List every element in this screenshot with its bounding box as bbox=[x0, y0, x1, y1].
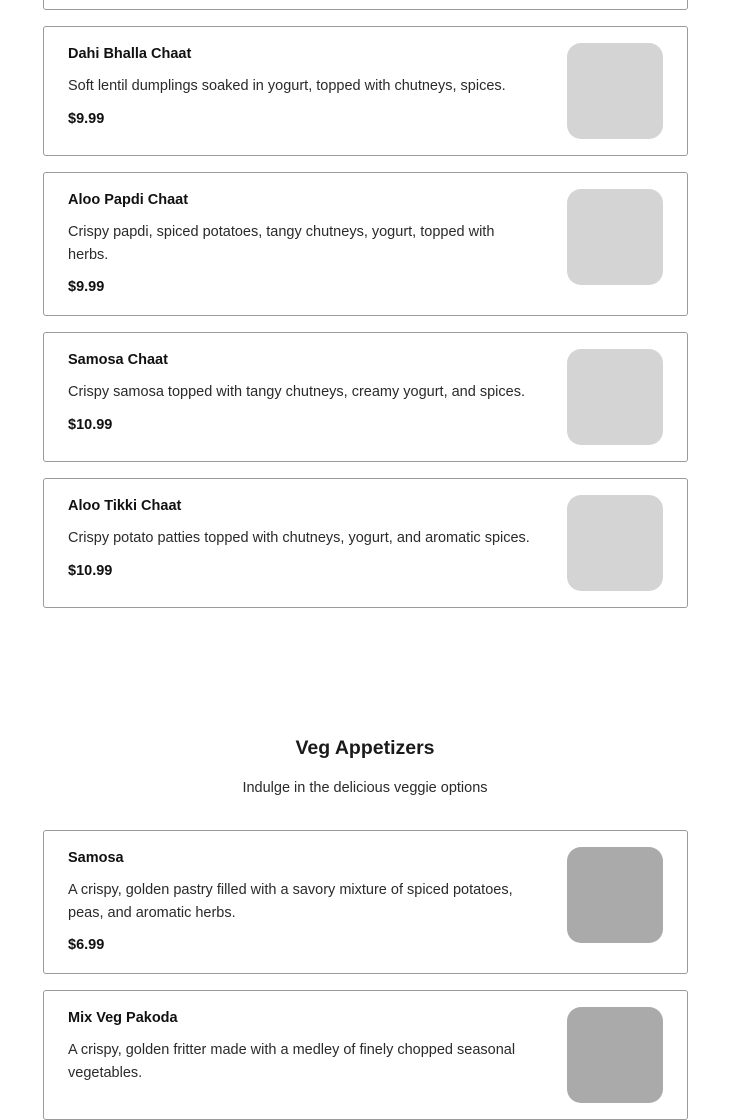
menu-item-image-placeholder bbox=[567, 349, 663, 445]
menu-item-name: Aloo Papdi Chaat bbox=[68, 192, 189, 208]
menu-item-name: Dahi Bhalla Chaat bbox=[68, 46, 192, 62]
section-title: Veg Appetizers bbox=[295, 737, 435, 759]
menu-item-price: $10.99 bbox=[68, 562, 113, 579]
menu-item-details bbox=[68, 497, 538, 580]
menu-item-price: $9.99 bbox=[68, 110, 105, 127]
menu-item-image-placeholder bbox=[567, 189, 663, 285]
menu-item-details bbox=[68, 1009, 538, 1084]
menu-item-image-placeholder bbox=[567, 495, 663, 591]
menu-item-price: $9.99 bbox=[68, 279, 105, 295]
menu-item-card[interactable] bbox=[43, 478, 688, 608]
menu-item-image-placeholder bbox=[567, 847, 663, 943]
menu-item-description: Soft lentil dumplings soaked in yogurt, topped with chutneys, spices. bbox=[68, 78, 506, 94]
menu-item-card-previous[interactable] bbox=[43, 0, 688, 10]
menu-item-description: Crispy samosa topped with tangy chutneys, creamy yogurt, and spices. bbox=[68, 384, 525, 400]
menu-item-name: Samosa bbox=[68, 850, 124, 866]
menu-item-card[interactable] bbox=[43, 332, 688, 462]
menu-item-image-placeholder bbox=[567, 1007, 663, 1103]
menu-item-details bbox=[68, 849, 538, 954]
menu-item-card[interactable] bbox=[43, 830, 688, 974]
menu-item-card[interactable] bbox=[43, 172, 688, 316]
menu-item-details bbox=[68, 351, 538, 434]
menu-item-details bbox=[68, 191, 538, 296]
menu-item-name: Aloo Tikki Chaat bbox=[68, 498, 182, 514]
menu-item-name: Mix Veg Pakoda bbox=[68, 1010, 178, 1026]
menu-item-description: Crispy potato patties topped with chutneys, yogurt, and aromatic spices. bbox=[68, 530, 530, 546]
menu-item-card[interactable] bbox=[43, 990, 688, 1120]
menu-item-description: Crispy papdi, spiced potatoes, tangy chutneys, yogurt, topped with herbs. bbox=[68, 224, 495, 263]
menu-item-price: $6.99 bbox=[68, 937, 105, 953]
menu-item-description: A crispy, golden pastry filled with a savory mixture of spiced potatoes, peas, and aromatic herbs. bbox=[68, 882, 513, 921]
menu-item-card[interactable] bbox=[43, 26, 688, 156]
menu-item-image-placeholder bbox=[567, 43, 663, 139]
menu-item-price: $10.99 bbox=[68, 416, 113, 433]
menu-item-description: A crispy, golden fritter made with a medley of finely chopped seasonal vegetables. bbox=[68, 1042, 516, 1081]
menu-item-name: Samosa Chaat bbox=[68, 352, 168, 368]
section-subtitle: Indulge in the delicious veggie options bbox=[242, 780, 488, 796]
menu-item-details bbox=[68, 45, 538, 128]
